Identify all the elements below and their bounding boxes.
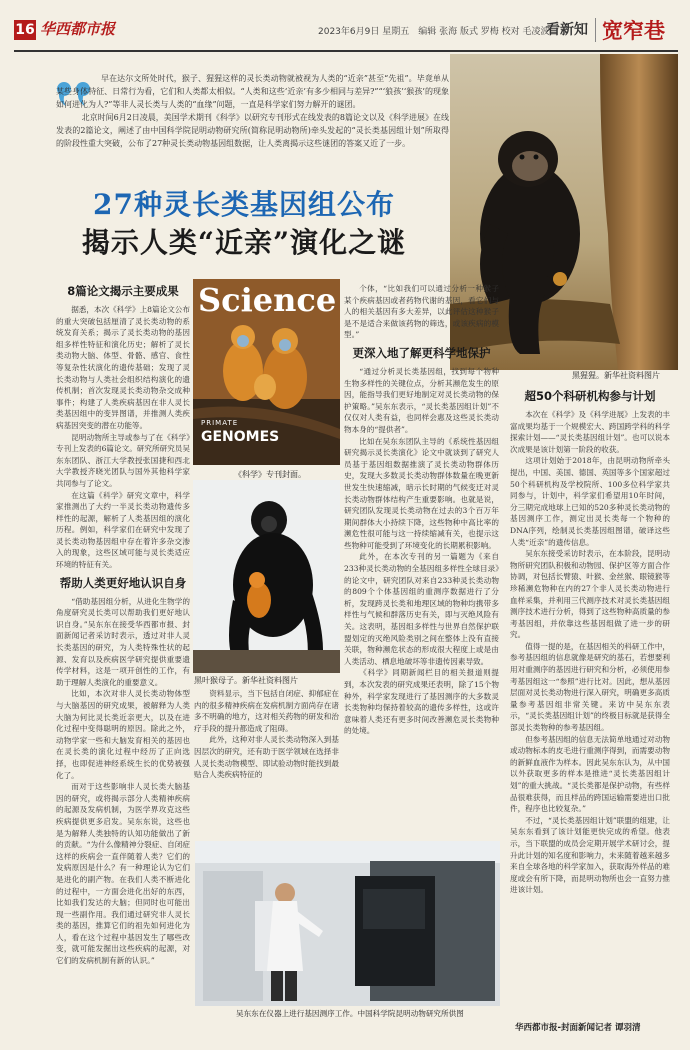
subheading-institutions: 超50个科研机构参与计划 <box>524 389 656 403</box>
langur-caption: 黑叶猴母子。新华社资料图片 <box>194 676 298 685</box>
headline-line-2: 揭示人类“近亲”演化之谜 <box>81 226 407 259</box>
paragraph: 《科学》同期新闻栏目的相关报道则提到，本次发表的研究成果还表明，除了15个物种外，科学家发现进行了基因测序的大多数灵长类物种均保持着较高的遗传多样性，这或许意味着人类还有更多时间改善濒危灵长类物种的处境。 <box>344 668 499 736</box>
paragraph: 比如在吴东东团队主导的《系统性基因组研究揭示灵长类演化》论文中就谈到了研究人员基于基因组数据推演了灵长类动物群体历史，发现大多数灵长类动物群体数量在晚更新世发生快速缩减，暗示长时期的气候变迁对灵长类动物群体结构产生重要影响。也就是说，研究团队发现灵长类动物在过去的3个百万年期间群体大小持续下降，这些物种中高比率的濒危性很可能与这一持续缩减有关，也提示这些物种可能受到了环境变化的长期累积影响。 <box>344 436 499 550</box>
header-divider <box>595 18 596 42</box>
paragraph: 这项计划始于2018年，由昆明动物所牵头提出，中国、美国、德国、英国等多个国家超过50个科研机构及学校院所、100多位科学家共同参与，计划中，科学家们希望用10年时间，分三期完成地球上已知的520多种灵长类动物的基因测序工作，测定出灵长类每一个物种的DNA序列，绘制灵长类基因组图谱，破译这些人类“近亲”的遗传信息。 <box>510 456 670 547</box>
issue-info: 2023年6月9日 星期五 编辑 张海 版式 罗梅 校对 毛凌波 <box>318 27 550 37</box>
science-cover-caption: 《科学》专刊封面。 <box>234 470 306 479</box>
paragraph: 此外，这种对非人灵长类动物深入到基因层次的研究，还有助于医学领域在选择非人灵长类动物模型、即试验动物时能找到最贴合人类疾病特征的 <box>194 735 339 780</box>
section-label: 看新知 <box>546 22 588 38</box>
paragraph: 此外，在本次专刊的另一篇题为《来自233种灵长类动物的全基因组多样性全球目录》的论文中，研究团队对来自233种灵长类动物的809个个体基因组的重测序数据进行了分析，发现跨灵长类和地理区域的物种均携带多样性与气候和群落历史有关，即与灭绝风险有关。这表明，基因组多样性与世界自然保护联盟划定的灭绝风险类别之间在整体上没有直接关联，物种濒危状态的形成很大程度上或是由人类活动、栖息地破坏等非遗传因素导致。 <box>344 552 499 666</box>
chimpanzee-caption: 黑猩猩。新华社资料图片 <box>572 371 660 380</box>
article-column-1 <box>56 279 190 1019</box>
paragraph: 值得一提的是，在基因相关的科研工作中，参考基因组的信息就像是研究的基石，若想要利用对重测序的基因进行研究和分析，必须使用参考基因组这一“参照”进行比对。因此，想从基因层面对灵长类动物进行深入研究，明确更多高质量参考基因组非常关键。来访中吴东东表示，“灵长类基因组计划”的终极目标就是获得全部灵长类物种的参考基因组。 <box>510 641 670 733</box>
paragraph: 而对于这些影响非人灵长类大脑基因的研究，或将揭示部分人类精神疾病的起源及发病机制，为医学界攻克这些疾病提供更多启发。吴东东说，这些也是为解释人类独特的认知功能做出了新的贡献。“为什么像精神分裂症、自闭症这样的疾病会一直伴随着人类？它们的发病原因是什么？有一种理论认为它们是进化的副产物。在我们人类不断进化的过程中，一方面会进化出好的东西，比如我们发达的大脑；但同时也可能出现一些副作用。我们通过研究非人灵长类的基因，推算它们的祖先如何进化为人，看在这个过程中基因发生了哪些改变，就可能发掘出这些疾病的起源，对它们的发病机制有新的认识。” <box>56 782 190 966</box>
page-number: 16 <box>15 22 35 38</box>
paragraph: 资料显示，当下包括自闭症、抑郁症在内的很多精神疾病在发病机制方面尚存在诸多不明确的地方，这对相关药物的研发和治疗手段的提升都造成了阻碍。 <box>194 689 339 733</box>
cover-label-genomes: GENOMES <box>201 429 280 445</box>
lab-caption: 吴东东在仪器上进行基因测序工作。中国科学院昆明动物研究所供图 <box>236 1009 464 1018</box>
paragraph: “通过分析灵长类基因组，找到每个物种生物多样性的关键位点，分析其濒危发生的原因，能指导我们更好地制定对灵长类动物的保护策略。”吴东东表示，“灵长类基因组计划”不仅仅对人类有益，也同样会惠及这些灵长类动物本身的“提供者”。 <box>344 366 499 434</box>
paragraph: 比如，本次对非人灵长类动物体型与大脑基因的研究成果，被解释为人类大脑为何比灵长类近亲更大，以及在进化过程中变得聪明的原因。除此之外，动物学家一些和大脑发育相关的基因也在灵长类的演化过程中经历了正向选择，也即促进神经系统生长的优势被强化了。 <box>56 689 190 780</box>
page-header <box>14 18 678 52</box>
article-column-4 <box>510 384 670 1020</box>
paragraph: 据悉，本次《科学》上8篇论文公布的重大突破包括厘清了灵长类动物的系统发育关系；揭示了灵长类动物的基因组多样性特征和演化历史；解析了灵长类动物大脑、体型、骨骼、感官、食性等复杂性状演化的遗传基础；发现了灵长类动物与人类社会组织结构演化的遗传机制；首次发现灵长类动物杂交成种事件；构建了人类疾病基因在非人灵长类基因组中的变异图谱，并推测人类疾病基因突变的潜在功能等。 <box>56 305 190 430</box>
lead-paragraph: 北京时间6月2日凌晨，美国学术期刊《科学》以研究专刊形式在线发表的8篇论文以及《科学进展》在线发表的2篇论文，阐述了由中国科学院昆明动物研究所(简称昆明动物所)牵头发起的“灵长类基因组计划”所取得的阶段性重大突破，公布了27种灵长类动物基因组数据，让人类离揭示这些谜团的答案又近了一步。 <box>56 113 449 148</box>
subheading-self-knowledge: 帮助人类更好地认识自身 <box>59 575 187 590</box>
lead-paragraph: 早在达尔文所处时代，猴子、猩猩这样的灵长类动物就被视为人类的“近亲”甚至“先祖”。毕竟单从某些身体特征、日常行为看，它们和人类都太相似。“人类和这些‘近亲’有多少相同与差异?”“‘狼孩’‘猴孩’的现象如何进化为人?”等非人灵长类与人类的“血缘”问题，一直是科学家们努力解开的谜团。 <box>56 74 449 109</box>
paragraph: 不过，“灵长类基因组计划”联盟的组建，让吴东东看到了该计划能更快完成的希望。他表示，当下联盟的成员会定期开展学术研讨会，提升此计划的知名度和影响力，未来随着越来越多来自全球各地的科学家加入，获取海外样品的难度或会有所下降，而昆明动物所也会一直努力推进该计划。 <box>510 815 670 895</box>
science-masthead: Science <box>198 281 337 319</box>
lead-paragraphs <box>56 72 449 150</box>
science-cover-photo <box>193 279 340 465</box>
article-column-2-lower <box>194 688 339 836</box>
newspaper-logo: 华西都市报 <box>40 20 116 38</box>
article-column-3 <box>344 283 499 838</box>
paragraph: 在这篇《科学》研究文章中，科学家推测出了大约一半灵长类动物遗传多样性的起源，解析了人类基因组的演化历程。例如，科学家们在研究中发现了灵长类动物基因组中存在着许多杂交渗入的现象，这些区域可能与灵长类适应环境的特征有关。 <box>56 490 190 570</box>
paragraph: 但参考基因组的信息无法简单地通过对动物或动物标本的皮毛进行重测序得到，而需要动物的新鲜血液作为样本。因此吴东东认为，从中国以外获取更多的样本是推进“灵长类基因组计划”的重大挑战。“灵长类都是保护动物，有些样品很难获得，而且样品的跨国运输需要进出口批件，程序也比较复杂。” <box>510 734 670 814</box>
subheading-protection: 更深入地了解更科学地保护 <box>352 345 491 360</box>
column-name: 宽窄巷 <box>602 19 665 43</box>
paragraph: 个体，“比如我们可以通过分析一种猴子某个疾病基因或者药物代谢的基因，看它们与人的相关基因有多大差异，以此评估这种猴子是不是适合来做该药物的筛选，或该疾病的模型。” <box>344 284 499 340</box>
lab-photo <box>195 841 500 1006</box>
langur-photo <box>193 480 340 673</box>
headline-line-1: 27种灵长类基因组公布 <box>93 188 395 221</box>
paragraph: 吴东东接受采访时表示，在本阶段，昆明动物所研究团队积极和动物园、保护区等方面合作协调，对包括长臂猿、叶猴、金丝猴、眼镜猴等珍稀濒危物种在内的27个非人灵长类动物进行血样采集，并利用三代测序技术对灵长类基因组测序技术进行分析，得到了这些物种高质量的参考基因组，并依靠这些基因组做了进一步的研究。 <box>510 549 670 640</box>
byline: 华西都市报-封面新闻记者 谭羽清 <box>515 1023 641 1033</box>
cover-label-primate: PRIMATE <box>201 419 239 427</box>
paragraph: 本次在《科学》及《科学进展》上发表的丰富成果均基于一个规模宏大、跨国跨学科的科学探索计划——“灵长类基因组计划”。也可以说本次成果是该计划第一阶段的收获。 <box>510 410 670 454</box>
subheading-results: 8篇论文揭示主要成果 <box>67 284 179 298</box>
paragraph: 昆明动物所主导或参与了在《科学》专刊上发表的6篇论文。研究所研究员吴东东团队、浙江大学教授张国捷和西北大学教授齐晓光团队与国外其他科学家共同参与了论文。 <box>56 432 190 488</box>
paragraph: “借助基因组分析，从进化生物学的角度研究灵长类可以帮助我们更好地认识自身。”吴东东在接受华西都市报、封面新闻记者采访时表示，透过对非人灵长类基因的研究，为人类特殊性状的起源、发育以及疾病医学研究提供重要遗传学材料，这是一项开创性的工作，有助于理解人类演化的重要意义。 <box>56 596 190 687</box>
